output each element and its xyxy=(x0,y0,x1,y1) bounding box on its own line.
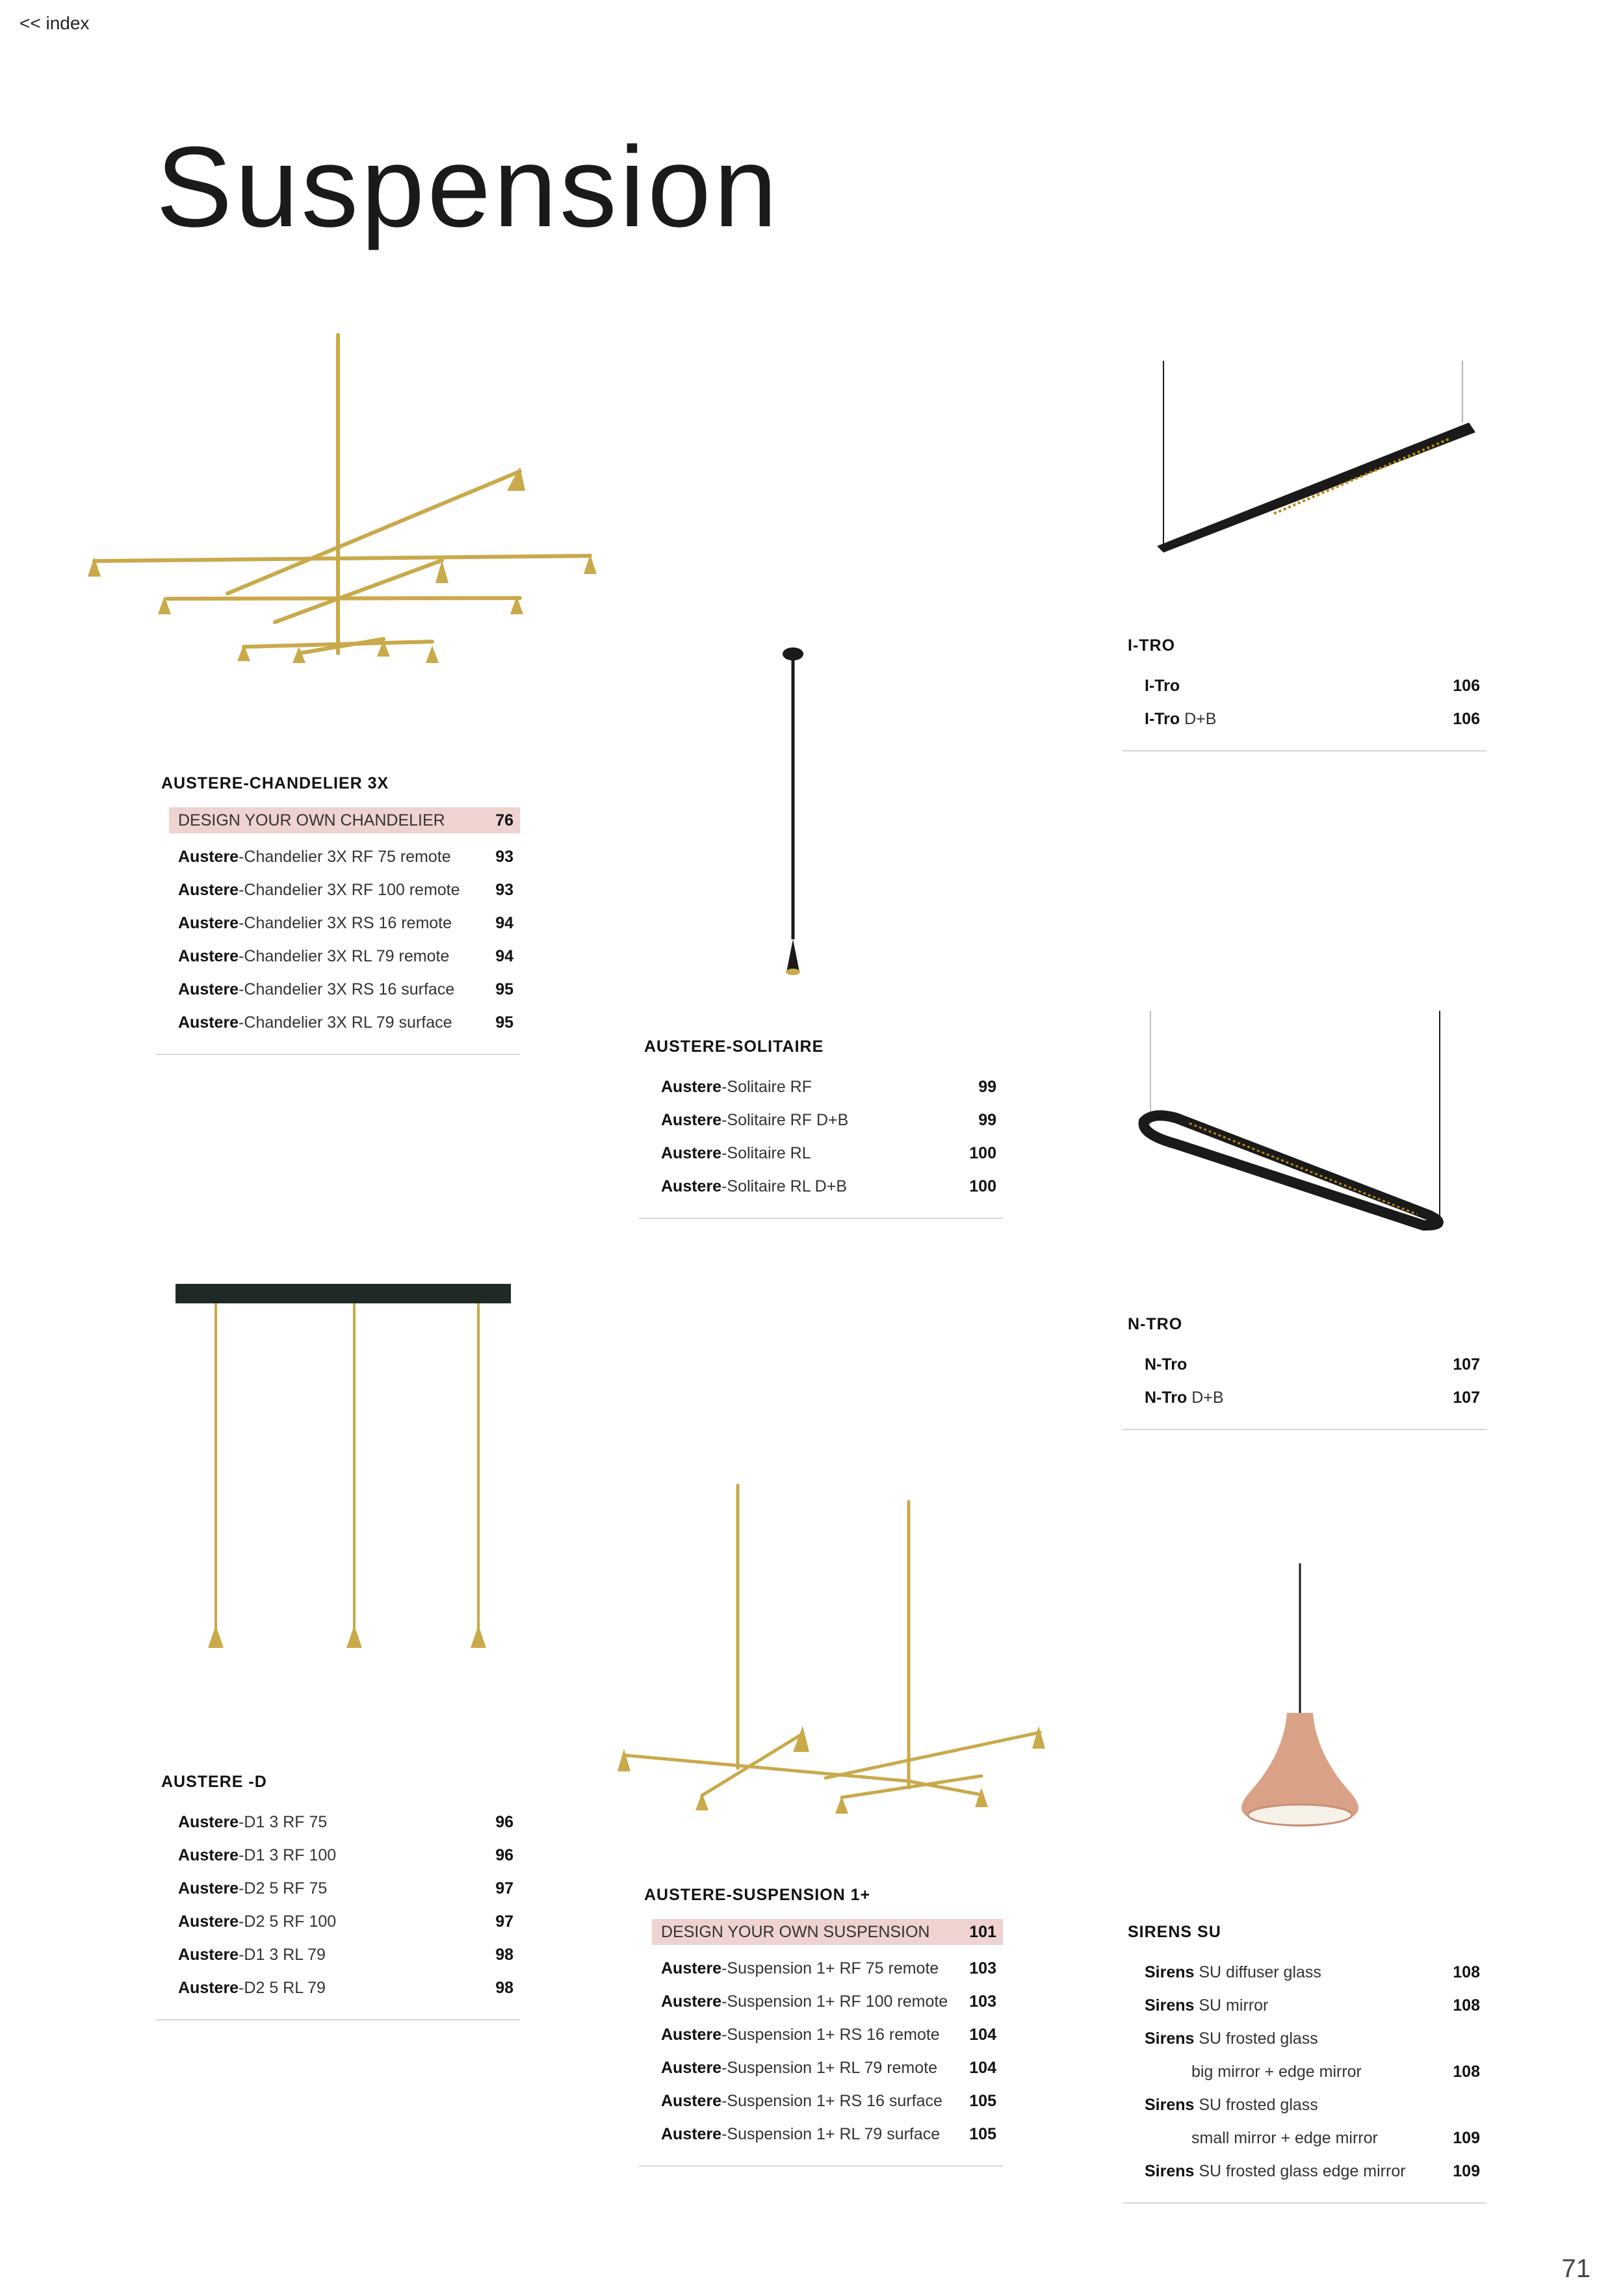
product-brand: I-Tro xyxy=(1145,710,1180,728)
austere-d-image xyxy=(175,1284,520,1674)
i-tro-image xyxy=(1144,358,1482,566)
page-ref: 103 xyxy=(969,1992,996,2011)
n-tro-image xyxy=(1118,1008,1456,1255)
product-row[interactable] xyxy=(156,1006,520,1039)
product-variant: D+B xyxy=(1180,710,1217,728)
product-name xyxy=(1145,1389,1224,1407)
page-ref: 100 xyxy=(969,1177,996,1195)
product-row[interactable] xyxy=(639,2085,1003,2118)
page-ref: 98 xyxy=(495,1979,513,1997)
product-row[interactable] xyxy=(156,907,520,940)
product-brand: Sirens xyxy=(1145,2162,1195,2180)
product-brand: Austere xyxy=(178,1846,239,1864)
product-variant: -Suspension 1+ RF 100 remote xyxy=(721,1992,948,2011)
product-brand: Austere xyxy=(178,881,239,899)
sirens-su-image xyxy=(1222,1560,1378,1853)
product-row[interactable] xyxy=(639,1952,1003,1985)
page-ref: 109 xyxy=(1453,2162,1480,2180)
product-list xyxy=(156,1806,520,2005)
product-row[interactable] xyxy=(639,2052,1003,2085)
product-name xyxy=(178,1979,326,1997)
page-ref: 96 xyxy=(495,1813,513,1831)
product-name xyxy=(178,1912,336,1931)
product-brand: Austere xyxy=(178,1979,239,1997)
page-ref: 93 xyxy=(495,881,513,899)
product-variant: -Chandelier 3X RL 79 surface xyxy=(239,1013,452,1032)
product-variant: -Suspension 1+ RS 16 surface xyxy=(721,2092,942,2110)
product-name xyxy=(1145,1996,1268,2015)
product-name xyxy=(661,1111,848,1129)
design-your-own-suspension-link[interactable] xyxy=(652,1919,1003,1945)
page-ref: 99 xyxy=(978,1111,996,1129)
page-ref: 100 xyxy=(969,1144,996,1162)
section-i-tro xyxy=(1123,634,1487,751)
product-brand: Austere xyxy=(661,2026,722,2044)
product-row[interactable] xyxy=(639,2018,1003,2052)
page-ref: 104 xyxy=(969,2026,996,2044)
page-ref: 97 xyxy=(495,1879,513,1898)
product-name xyxy=(1145,1963,1321,1981)
product-name xyxy=(1145,2029,1318,2048)
product-variant: SU frosted glass edge mirror xyxy=(1194,2162,1406,2180)
section-n-tro xyxy=(1123,1313,1487,1430)
product-name xyxy=(178,1879,327,1898)
page-ref: 109 xyxy=(1453,2129,1480,2147)
product-row[interactable] xyxy=(156,1905,520,1938)
austere-solitaire-image xyxy=(767,644,819,982)
product-row[interactable] xyxy=(1123,2155,1487,2188)
product-variant: -Suspension 1+ RS 16 remote xyxy=(721,2026,940,2044)
product-brand: Austere xyxy=(178,1013,239,1032)
product-row[interactable] xyxy=(1123,2089,1487,2122)
product-row[interactable] xyxy=(639,1170,1003,1203)
product-variant: -D2 5 RF 100 xyxy=(239,1912,337,1931)
product-variant: -Chandelier 3X RL 79 remote xyxy=(239,947,450,965)
page-ref: 106 xyxy=(1453,677,1480,695)
section-sirens-su xyxy=(1123,1921,1487,2204)
section-austere-d xyxy=(156,1771,520,2020)
product-row[interactable] xyxy=(156,841,520,874)
product-brand: Sirens xyxy=(1145,2029,1195,2048)
product-brand: Austere xyxy=(178,947,239,965)
product-list xyxy=(639,1952,1003,2151)
product-brand: Austere xyxy=(661,1078,722,1096)
product-brand: Austere xyxy=(661,1111,722,1129)
product-row[interactable] xyxy=(1123,703,1487,736)
design-your-own-chandelier-link[interactable] xyxy=(169,807,520,833)
product-name xyxy=(178,1846,336,1864)
product-brand: Austere xyxy=(661,2092,722,2110)
product-list xyxy=(1123,1348,1487,1415)
product-list xyxy=(156,841,520,1039)
product-brand: N-Tro xyxy=(1145,1389,1188,1407)
product-brand: Austere xyxy=(661,1992,722,2011)
section-title: I-TRO xyxy=(1128,636,1176,655)
product-row[interactable] xyxy=(156,1938,520,1972)
product-variant: -Solitaire RF D+B xyxy=(721,1111,849,1129)
product-name xyxy=(178,914,452,932)
page-ref: 95 xyxy=(495,980,513,998)
product-brand: Austere xyxy=(178,1912,239,1931)
product-brand: Austere xyxy=(661,1144,722,1162)
product-brand: Austere xyxy=(178,1813,239,1831)
page-ref: 99 xyxy=(978,1078,996,1096)
product-name xyxy=(661,1144,811,1162)
product-name xyxy=(1145,2096,1318,2114)
product-variant: -Suspension 1+ RF 75 remote xyxy=(721,1959,939,1977)
product-row[interactable] xyxy=(156,874,520,907)
product-brand: Austere xyxy=(178,914,239,932)
product-brand: I-Tro xyxy=(1145,677,1180,695)
page-ref: 103 xyxy=(969,1959,996,1977)
product-brand: Austere xyxy=(661,1177,722,1195)
product-row[interactable] xyxy=(1123,2022,1487,2055)
product-row[interactable] xyxy=(156,1839,520,1872)
product-name xyxy=(178,947,449,965)
product-list xyxy=(1123,670,1487,736)
product-variant: big mirror + edge mirror xyxy=(1191,2063,1362,2081)
product-variant: -Chandelier 3X RF 75 remote xyxy=(239,848,451,866)
product-name xyxy=(1145,2162,1406,2180)
section-title: AUSTERE-CHANDELIER 3X xyxy=(161,774,389,792)
product-name xyxy=(661,1078,812,1096)
product-row[interactable] xyxy=(1123,1989,1487,2022)
product-name xyxy=(178,980,454,998)
product-variant: -D1 3 RF 75 xyxy=(239,1813,328,1831)
product-name xyxy=(661,2059,937,2077)
highlight-label: DESIGN YOUR OWN CHANDELIER xyxy=(178,811,445,829)
product-variant: -Suspension 1+ RL 79 remote xyxy=(721,2059,938,2077)
page-ref: 105 xyxy=(969,2125,996,2143)
product-row[interactable] xyxy=(639,1071,1003,1104)
product-name xyxy=(661,1992,948,2011)
product-row[interactable] xyxy=(156,973,520,1006)
product-row[interactable] xyxy=(639,1104,1003,1137)
page-ref: 108 xyxy=(1453,2063,1480,2081)
product-variant: -Solitaire RF xyxy=(721,1078,812,1096)
section-title: AUSTERE-SUSPENSION 1+ xyxy=(644,1886,871,1904)
page-ref: 101 xyxy=(969,1923,996,1941)
section-austere-solitaire xyxy=(639,1036,1003,1219)
product-name xyxy=(661,2092,942,2110)
product-name xyxy=(661,1959,939,1977)
product-name xyxy=(178,1946,326,1964)
product-brand: Sirens xyxy=(1145,1996,1195,2015)
page-ref: 97 xyxy=(495,1912,513,1931)
product-list xyxy=(639,1071,1003,1203)
product-name xyxy=(1145,677,1180,695)
product-name xyxy=(1191,2129,1378,2147)
page-ref: 107 xyxy=(1453,1355,1480,1374)
page-ref: 104 xyxy=(969,2059,996,2077)
product-variant: SU diffuser glass xyxy=(1194,1963,1321,1981)
product-variant: D+B xyxy=(1187,1389,1224,1407)
product-variant: SU frosted glass xyxy=(1194,2029,1318,2048)
page-ref: 108 xyxy=(1453,1996,1480,2015)
page-number: 71 xyxy=(1561,2254,1591,2283)
product-name xyxy=(661,1177,847,1195)
page-ref: 98 xyxy=(495,1946,513,1964)
austere-chandelier-image xyxy=(78,328,611,679)
page-ref: 95 xyxy=(495,1013,513,1032)
product-row[interactable] xyxy=(639,1985,1003,2018)
product-row[interactable] xyxy=(1123,2122,1487,2155)
product-variant: -Suspension 1+ RL 79 surface xyxy=(721,2125,941,2143)
product-variant: -Chandelier 3X RS 16 remote xyxy=(239,914,452,932)
product-brand: Austere xyxy=(178,1946,239,1964)
product-variant: -Solitaire RL D+B xyxy=(721,1177,847,1195)
product-row[interactable] xyxy=(156,940,520,973)
page-title: Suspension xyxy=(156,124,780,251)
product-brand: Sirens xyxy=(1145,1963,1195,1981)
page-ref: 76 xyxy=(495,811,513,829)
austere-suspension-image xyxy=(604,1482,1046,1820)
page-ref: 94 xyxy=(495,947,513,965)
product-row[interactable] xyxy=(1123,1956,1487,1989)
product-brand: Austere xyxy=(661,2125,722,2143)
product-row[interactable] xyxy=(639,2118,1003,2151)
product-row[interactable] xyxy=(1123,1381,1487,1415)
product-name xyxy=(178,881,460,899)
product-variant: SU frosted glass xyxy=(1194,2096,1318,2114)
product-variant: small mirror + edge mirror xyxy=(1191,2129,1378,2147)
product-brand: Austere xyxy=(178,1879,239,1898)
product-brand: Sirens xyxy=(1145,2096,1195,2114)
product-brand: Austere xyxy=(178,848,239,866)
product-row[interactable] xyxy=(156,1806,520,1839)
section-title: SIRENS SU xyxy=(1128,1923,1221,1941)
product-name xyxy=(178,1013,452,1032)
back-to-index-link[interactable]: << index xyxy=(19,13,90,33)
section-austere-chandelier xyxy=(156,772,520,1055)
product-brand: Austere xyxy=(661,1959,722,1977)
page-ref: 93 xyxy=(495,848,513,866)
product-variant: -D2 5 RL 79 xyxy=(239,1979,326,1997)
product-brand: Austere xyxy=(661,2059,722,2077)
page-ref: 106 xyxy=(1453,710,1480,728)
product-brand: N-Tro xyxy=(1145,1355,1188,1374)
product-list xyxy=(1123,1956,1487,2188)
product-name xyxy=(1145,1355,1187,1374)
product-variant: -D1 3 RF 100 xyxy=(239,1846,337,1864)
product-row[interactable] xyxy=(156,1872,520,1905)
product-variant: -Chandelier 3X RS 16 surface xyxy=(239,980,455,998)
product-name xyxy=(661,2026,940,2044)
product-name xyxy=(178,848,451,866)
product-name xyxy=(1191,2063,1362,2081)
highlight-label: DESIGN YOUR OWN SUSPENSION xyxy=(661,1923,930,1941)
product-name xyxy=(661,2125,940,2143)
section-title: AUSTERE -D xyxy=(161,1773,267,1791)
page-ref: 108 xyxy=(1453,1963,1480,1981)
page-ref: 107 xyxy=(1453,1389,1480,1407)
product-row[interactable] xyxy=(1123,670,1487,703)
section-title: AUSTERE-SOLITAIRE xyxy=(644,1037,824,1056)
product-variant: -Solitaire RL xyxy=(721,1144,811,1162)
page-ref: 105 xyxy=(969,2092,996,2110)
product-row[interactable] xyxy=(156,1972,520,2005)
page-ref: 94 xyxy=(495,914,513,932)
product-variant: -D2 5 RF 75 xyxy=(239,1879,328,1898)
product-brand: Austere xyxy=(178,980,239,998)
product-row[interactable] xyxy=(639,1137,1003,1170)
product-variant: SU mirror xyxy=(1194,1996,1269,2015)
product-row[interactable] xyxy=(1123,2055,1487,2089)
page-ref: 96 xyxy=(495,1846,513,1864)
product-variant: -D1 3 RL 79 xyxy=(239,1946,326,1964)
product-row[interactable] xyxy=(1123,1348,1487,1381)
product-name xyxy=(1145,710,1216,728)
product-variant: -Chandelier 3X RF 100 remote xyxy=(239,881,460,899)
section-austere-suspension xyxy=(639,1884,1003,2167)
section-title: N-TRO xyxy=(1128,1315,1183,1333)
product-name xyxy=(178,1813,327,1831)
